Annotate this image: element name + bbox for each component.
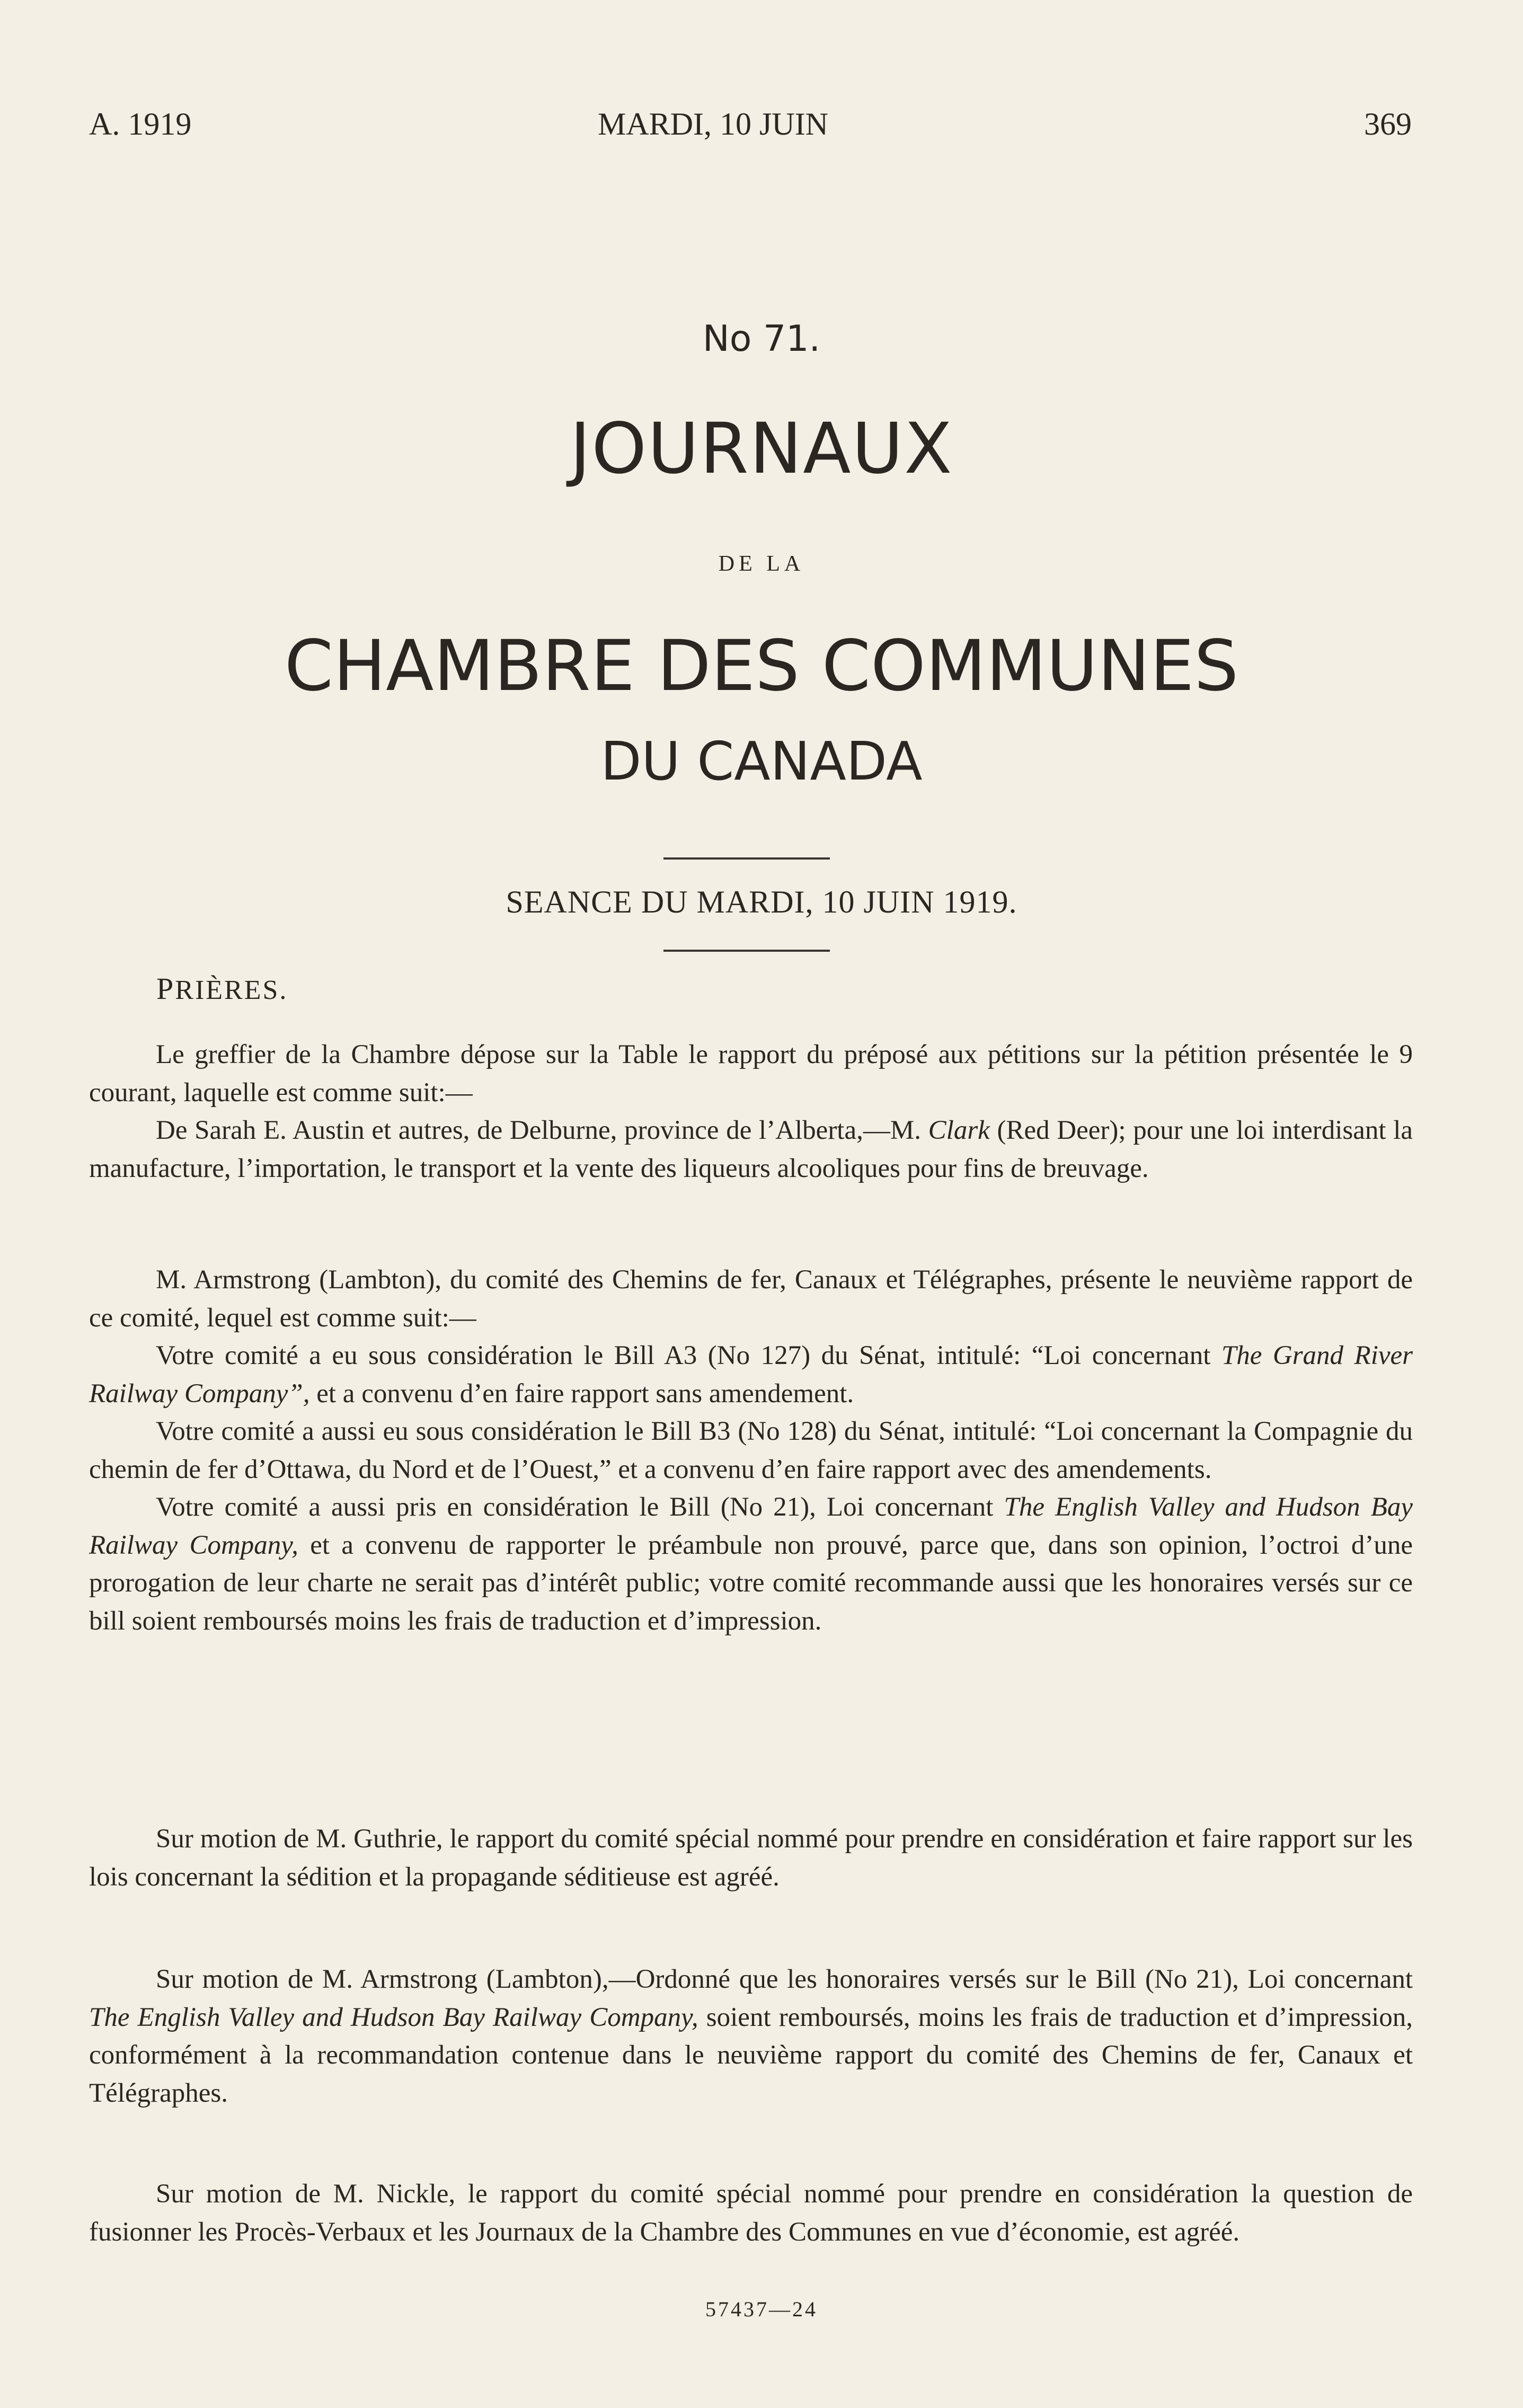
armstrong-motion-text-end: soient remboursés, moins les frais de traduction et d’impression, conformément à la recommandation contenue dans le neuvième rapport du comité des Chemins de fer, Canaux et Télégraphes. — [89, 2002, 1413, 2108]
company-name: The Grand River Railway Company”, — [89, 1341, 1413, 1409]
masthead-connector: DE LA — [718, 552, 805, 576]
armstrong-motion-text: Sur motion de M. Armstrong (Lambton),—Ordonné que les honoraires versés sur le Bill (No 21), Loi concernant — [156, 1964, 1413, 1994]
petition-text: De Sarah E. Austin et autres, de Delburne, province de l’Alberta,—M. — [156, 1116, 928, 1145]
company-name: The English Valley and Hudson Bay Railway Company, — [89, 2002, 698, 2032]
issue-number: No 71. — [702, 318, 821, 360]
country-title: DU CANADA — [600, 730, 923, 792]
divider-top — [663, 857, 830, 860]
prayers-heading — [156, 971, 288, 1006]
printer-signature: 57437—24 — [705, 2297, 818, 2321]
bill-21-text: Votre comité a aussi pris en considération le Bill (No 21), Loi concernant — [156, 1492, 1004, 1522]
armstrong-motion-section — [89, 1961, 1413, 2112]
sitting-heading: SEANCE DU MARDI, 10 JUIN 1919. — [506, 884, 1017, 919]
guthrie-motion-paragraph: Sur motion de M. Guthrie, le rapport du comité spécial nommé pour prendre en considération et faire rapport sur les lois concernant la sédition et la propagande séditieuse est agréé. — [89, 1824, 1413, 1892]
member-name: Clark — [928, 1116, 990, 1145]
page-number: 369 — [1364, 107, 1412, 141]
running-header — [89, 106, 1412, 148]
guthrie-motion-section — [89, 1820, 1413, 1896]
report-intro-paragraph: M. Armstrong (Lambton), du comité des Chemins de fer, Canaux et Télégraphes, présente le neuvième rapport de ce comité, lequel est comme suit:— — [89, 1265, 1413, 1333]
header-year: A. 1919 — [89, 107, 192, 141]
bill-b3-paragraph: Votre comité a aussi eu sous considération le Bill B3 (No 128) du Sénat, intitulé: “Loi concernant la Compagnie du chemin de fer d’Ottawa, du Nord et de l’Ouest,” et a convenu d’en faire rapport avec des amendements. — [89, 1417, 1413, 1484]
chamber-title: CHAMBRE DES COMMUNES — [284, 625, 1239, 707]
bill-21-paragraph — [89, 1489, 1413, 1640]
nickle-motion-paragraph: Sur motion de M. Nickle, le rapport du comité spécial nommé pour prendre en considération la question de fusionner les Procès-Verbaux et les Journaux de la Chambre des Communes en vue d’économie, est agréé. — [89, 2179, 1413, 2247]
prayers-initial: P — [156, 971, 175, 1006]
bill-21-text-end: et a convenu de rapporter le préambule non prouvé, parce que, dans son opinion, l’octroi d’une prorogation de leur charte ne serait pas d’intérêt public; votre comité recommande aussi que les honoraires versés sur ce bill soient remboursés moins les frais de traduction et d’impression. — [89, 1530, 1413, 1636]
divider-bottom — [663, 950, 830, 952]
nickle-motion-section — [89, 2175, 1413, 2251]
bill-a3-text-end: et a convenu d’en faire rapport sans amendement. — [309, 1378, 854, 1409]
petition-paragraph: Le greffier de la Chambre dépose sur la Table le rapport du préposé aux pétitions sur la pétition présentée le 9 courant, laquelle est comme suit:— — [89, 1040, 1413, 1108]
company-name: The English Valley and Hudson Bay Railway Company, — [89, 1492, 1413, 1560]
prayers-rest: RIÈRES. — [175, 975, 288, 1005]
header-date: MARDI, 10 JUIN — [598, 107, 828, 141]
armstrong-motion-paragraph — [89, 1961, 1413, 2112]
petition-detail-paragraph — [89, 1112, 1413, 1188]
masthead-title: JOURNAUX — [570, 408, 953, 490]
railways-report-section — [89, 1261, 1413, 1640]
bill-a3-paragraph — [89, 1337, 1413, 1413]
petition-section — [89, 1036, 1413, 1188]
petition-text-end: (Red Deer); pour une loi interdisant la manufacture, l’importation, le transport et la vente des liqueurs alcooliques pour fins de breuvage. — [89, 1116, 1413, 1183]
bill-a3-text: Votre comité a eu sous considération le Bill A3 (No 127) du Sénat, intitulé: “Loi concernant — [156, 1341, 1221, 1370]
